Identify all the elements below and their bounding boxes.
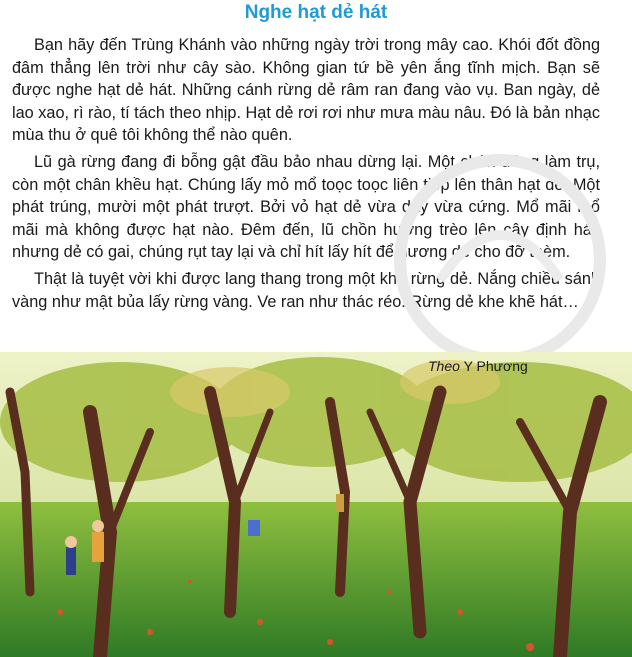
forest-illustration bbox=[0, 352, 632, 657]
page-title: Nghe hạt dẻ hát bbox=[244, 2, 388, 23]
paragraph-1: Bạn hãy đến Trùng Khánh vào những ngày trời trong mây cao. Khói đốt đồng đâm thẳng lên trời như cây sào. Không gian tứ bề yên ắng tĩnh mịch. Bạn sẽ được nghe hạt dẻ hát. Những cánh rừng dẻ râm ran đang vào vụ. Ban ngày, dẻ lao xao, rì rào, tí tách theo nhịp. Hạt dẻ rơi rơi như mưa màu nâu. Đó là bản nhạc mùa thu ở quê tôi không thể nào quên. bbox=[12, 36, 600, 145]
author-name: Y Phương bbox=[463, 358, 528, 374]
logo-watermark-icon bbox=[380, 150, 620, 370]
author-prefix: Theo bbox=[428, 358, 460, 374]
paragraph-3: Thật là tuyệt vời khi được lang thang trong một khu rừng dẻ. Nắng chiều sánh vàng như mật bủa lấy rừng vàng. Ve ran như thác réo. Rừng dẻ khe khẽ hát… bbox=[12, 269, 600, 311]
paragraph-2: Lũ gà rừng đang đi bỗng gật đầu bảo nhau dừng lại. Một chân đứng làm trụ, còn một chân khều hạt. Chúng lấy mỏ mổ toọc toọc liên tiếp lên thân hạt dẻ. Một phát trúng, mười một phát trượt. Bởi vỏ hạt dẻ vừa dày vừa cứng. Mổ mãi mổ mãi mà không được hạt nào. Đêm đến, lũ chồn hương trèo lên cây định hái, nhưng dẻ có gai, chúng rụt tay lại và chỉ hít lấy hít để hương dẻ cho đỡ thèm. bbox=[12, 152, 600, 262]
author-credit bbox=[428, 358, 528, 374]
